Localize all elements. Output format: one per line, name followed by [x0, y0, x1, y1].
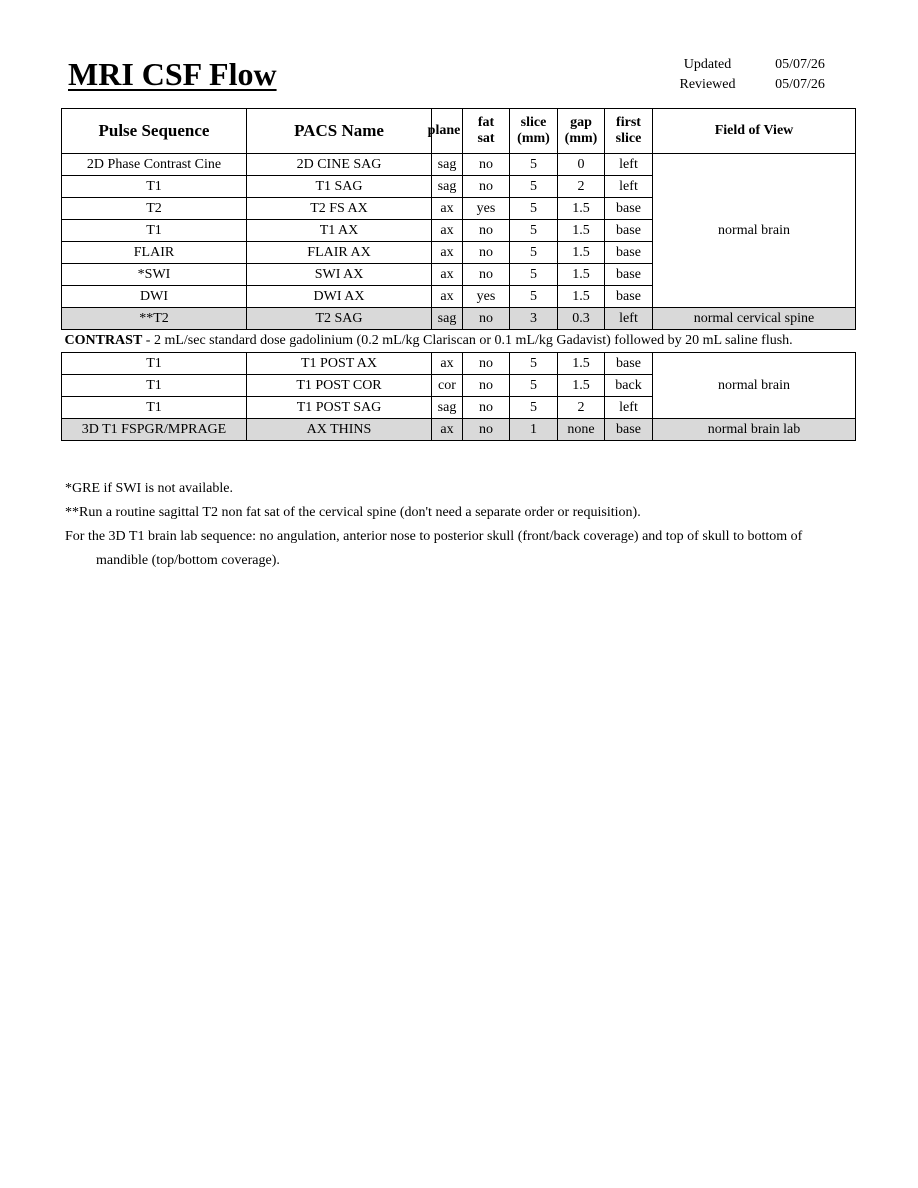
header-field-of-view: Field of View: [653, 109, 856, 154]
cell-fat-sat: no: [463, 419, 510, 441]
cell-pacs-name: FLAIR AX: [247, 242, 432, 264]
cell-pacs-name: T2 SAG: [247, 308, 432, 330]
cell-fat-sat: no: [463, 308, 510, 330]
cell-plane: ax: [432, 264, 463, 286]
cell-pulse-sequence: T1: [62, 397, 247, 419]
cell-slice: 5: [510, 397, 558, 419]
footnotes: [65, 477, 855, 573]
cell-pacs-name: AX THINS: [247, 419, 432, 441]
header-fat-sat-line1: fat: [477, 115, 495, 130]
footnote-brain-lab: For the 3D T1 brain lab sequence: no angulation, anterior nose to posterior skull (front/back coverage) and top of skull to bottom of mandible (top/bottom coverage).: [65, 529, 803, 568]
reviewed-label: Reviewed: [679, 77, 736, 92]
cell-first-slice: base: [605, 353, 653, 375]
table-row: [62, 353, 856, 375]
table-row-shaded: [62, 308, 856, 330]
cell-pacs-name: T2 FS AX: [247, 198, 432, 220]
contrast-text: - 2 mL/sec standard dose gadolinium (0.2 mL/kg Clariscan or 0.1 mL/kg Gadavist) followed by 20 mL saline flush.: [142, 333, 793, 348]
cell-slice: 5: [510, 286, 558, 308]
cell-pacs-name: T1 POST SAG: [247, 397, 432, 419]
header-slice-line2: (mm): [517, 131, 550, 146]
cell-gap: 0: [558, 154, 605, 176]
cell-pulse-sequence: DWI: [62, 286, 247, 308]
header-fat-sat: [463, 109, 510, 154]
cell-pacs-name: SWI AX: [247, 264, 432, 286]
cell-gap: 1.5: [558, 286, 605, 308]
cell-fat-sat: no: [463, 242, 510, 264]
cell-first-slice: base: [605, 286, 653, 308]
cell-plane: cor: [432, 375, 463, 397]
cell-first-slice: left: [605, 176, 653, 198]
footnote-swi: *GRE if SWI is not available.: [65, 481, 233, 496]
cell-plane: ax: [432, 286, 463, 308]
cell-gap: 1.5: [558, 264, 605, 286]
cell-pulse-sequence: 2D Phase Contrast Cine: [62, 154, 247, 176]
cell-plane: sag: [432, 176, 463, 198]
cell-pacs-name: DWI AX: [247, 286, 432, 308]
reviewed-value: 05/07/26: [775, 77, 825, 92]
cell-fat-sat: yes: [463, 286, 510, 308]
header-slice-line1: slice: [520, 115, 547, 130]
cell-fat-sat: no: [463, 353, 510, 375]
table-row-shaded: [62, 419, 856, 441]
cell-first-slice: left: [605, 397, 653, 419]
header-slice: [510, 109, 558, 154]
cell-gap: 2: [558, 176, 605, 198]
cell-gap: 2: [558, 397, 605, 419]
header-fat-sat-line2: sat: [477, 131, 495, 146]
cell-fat-sat: no: [463, 397, 510, 419]
page-title: MRI CSF Flow: [68, 56, 277, 92]
cell-pulse-sequence: T1: [62, 353, 247, 375]
cell-gap: 1.5: [558, 375, 605, 397]
cell-slice: 5: [510, 353, 558, 375]
cell-fat-sat: no: [463, 176, 510, 198]
revision-dates: [660, 55, 845, 95]
cell-gap: 1.5: [558, 220, 605, 242]
cell-field-of-view: normal brain lab: [653, 419, 856, 441]
cell-slice: 5: [510, 220, 558, 242]
cell-pacs-name: 2D CINE SAG: [247, 154, 432, 176]
cell-slice: 5: [510, 242, 558, 264]
cell-slice: 5: [510, 264, 558, 286]
cell-pulse-sequence: T1: [62, 220, 247, 242]
cell-first-slice: base: [605, 419, 653, 441]
header-first-slice-line2: slice: [615, 131, 642, 146]
cell-pulse-sequence: *SWI: [62, 264, 247, 286]
cell-first-slice: base: [605, 220, 653, 242]
header-plane: [427, 109, 463, 154]
cell-plane: sag: [432, 154, 463, 176]
cell-first-slice: left: [605, 154, 653, 176]
cell-plane: ax: [432, 198, 463, 220]
cell-slice: 5: [510, 154, 558, 176]
contrast-label: CONTRAST: [64, 333, 143, 348]
cell-fat-sat: no: [463, 220, 510, 242]
cell-field-of-view: normal cervical spine: [653, 308, 856, 330]
header-gap: [558, 109, 605, 154]
cell-plane: ax: [432, 419, 463, 441]
cell-plane: sag: [432, 397, 463, 419]
cell-slice: 1: [510, 419, 558, 441]
cell-pacs-name: T1 SAG: [247, 176, 432, 198]
cell-gap: 1.5: [558, 198, 605, 220]
footnote-spine: **Run a routine sagittal T2 non fat sat of the cervical spine (don't need a separate order or requisition).: [65, 505, 641, 520]
cell-gap: 1.5: [558, 242, 605, 264]
cell-field-of-view: normal brain: [653, 154, 856, 308]
header-pacs-name: PACS Name: [247, 109, 432, 154]
cell-first-slice: base: [605, 242, 653, 264]
cell-pulse-sequence: 3D T1 FSPGR/MPRAGE: [62, 419, 247, 441]
cell-fat-sat: no: [463, 264, 510, 286]
cell-first-slice: base: [605, 198, 653, 220]
cell-first-slice: base: [605, 264, 653, 286]
table-row: [62, 154, 856, 176]
contrast-row: [62, 330, 856, 353]
cell-fat-sat: no: [463, 375, 510, 397]
cell-pulse-sequence: T1: [62, 176, 247, 198]
cell-slice: 5: [510, 375, 558, 397]
updated-value: 05/07/26: [775, 57, 825, 72]
header-first-slice-line1: first: [616, 115, 641, 130]
cell-pacs-name: T1 AX: [247, 220, 432, 242]
cell-pulse-sequence: T2: [62, 198, 247, 220]
cell-plane: ax: [432, 353, 463, 375]
cell-first-slice: back: [605, 375, 653, 397]
cell-gap: 0.3: [558, 308, 605, 330]
protocol-table: [61, 108, 856, 441]
contrast-cell: [62, 330, 856, 353]
updated-label: Updated: [683, 57, 732, 72]
header-plane-text: plane: [427, 123, 461, 138]
cell-plane: sag: [432, 308, 463, 330]
header-gap-line2: (mm): [564, 131, 598, 146]
cell-field-of-view: normal brain: [653, 353, 856, 419]
cell-fat-sat: no: [463, 154, 510, 176]
cell-pacs-name: T1 POST COR: [247, 375, 432, 397]
cell-pulse-sequence: T1: [62, 375, 247, 397]
cell-plane: ax: [432, 220, 463, 242]
cell-slice: 5: [510, 176, 558, 198]
header-gap-line1: gap: [570, 115, 592, 130]
cell-slice: 5: [510, 198, 558, 220]
header-pulse-sequence: Pulse Sequence: [62, 109, 247, 154]
cell-gap: 1.5: [558, 353, 605, 375]
cell-first-slice: left: [605, 308, 653, 330]
header-row: [62, 109, 856, 154]
cell-pulse-sequence: FLAIR: [62, 242, 247, 264]
cell-gap: none: [558, 419, 605, 441]
cell-fat-sat: yes: [463, 198, 510, 220]
cell-pacs-name: T1 POST AX: [247, 353, 432, 375]
cell-plane: ax: [432, 242, 463, 264]
cell-slice: 3: [510, 308, 558, 330]
cell-pulse-sequence: **T2: [62, 308, 247, 330]
header-first-slice: [605, 109, 653, 154]
